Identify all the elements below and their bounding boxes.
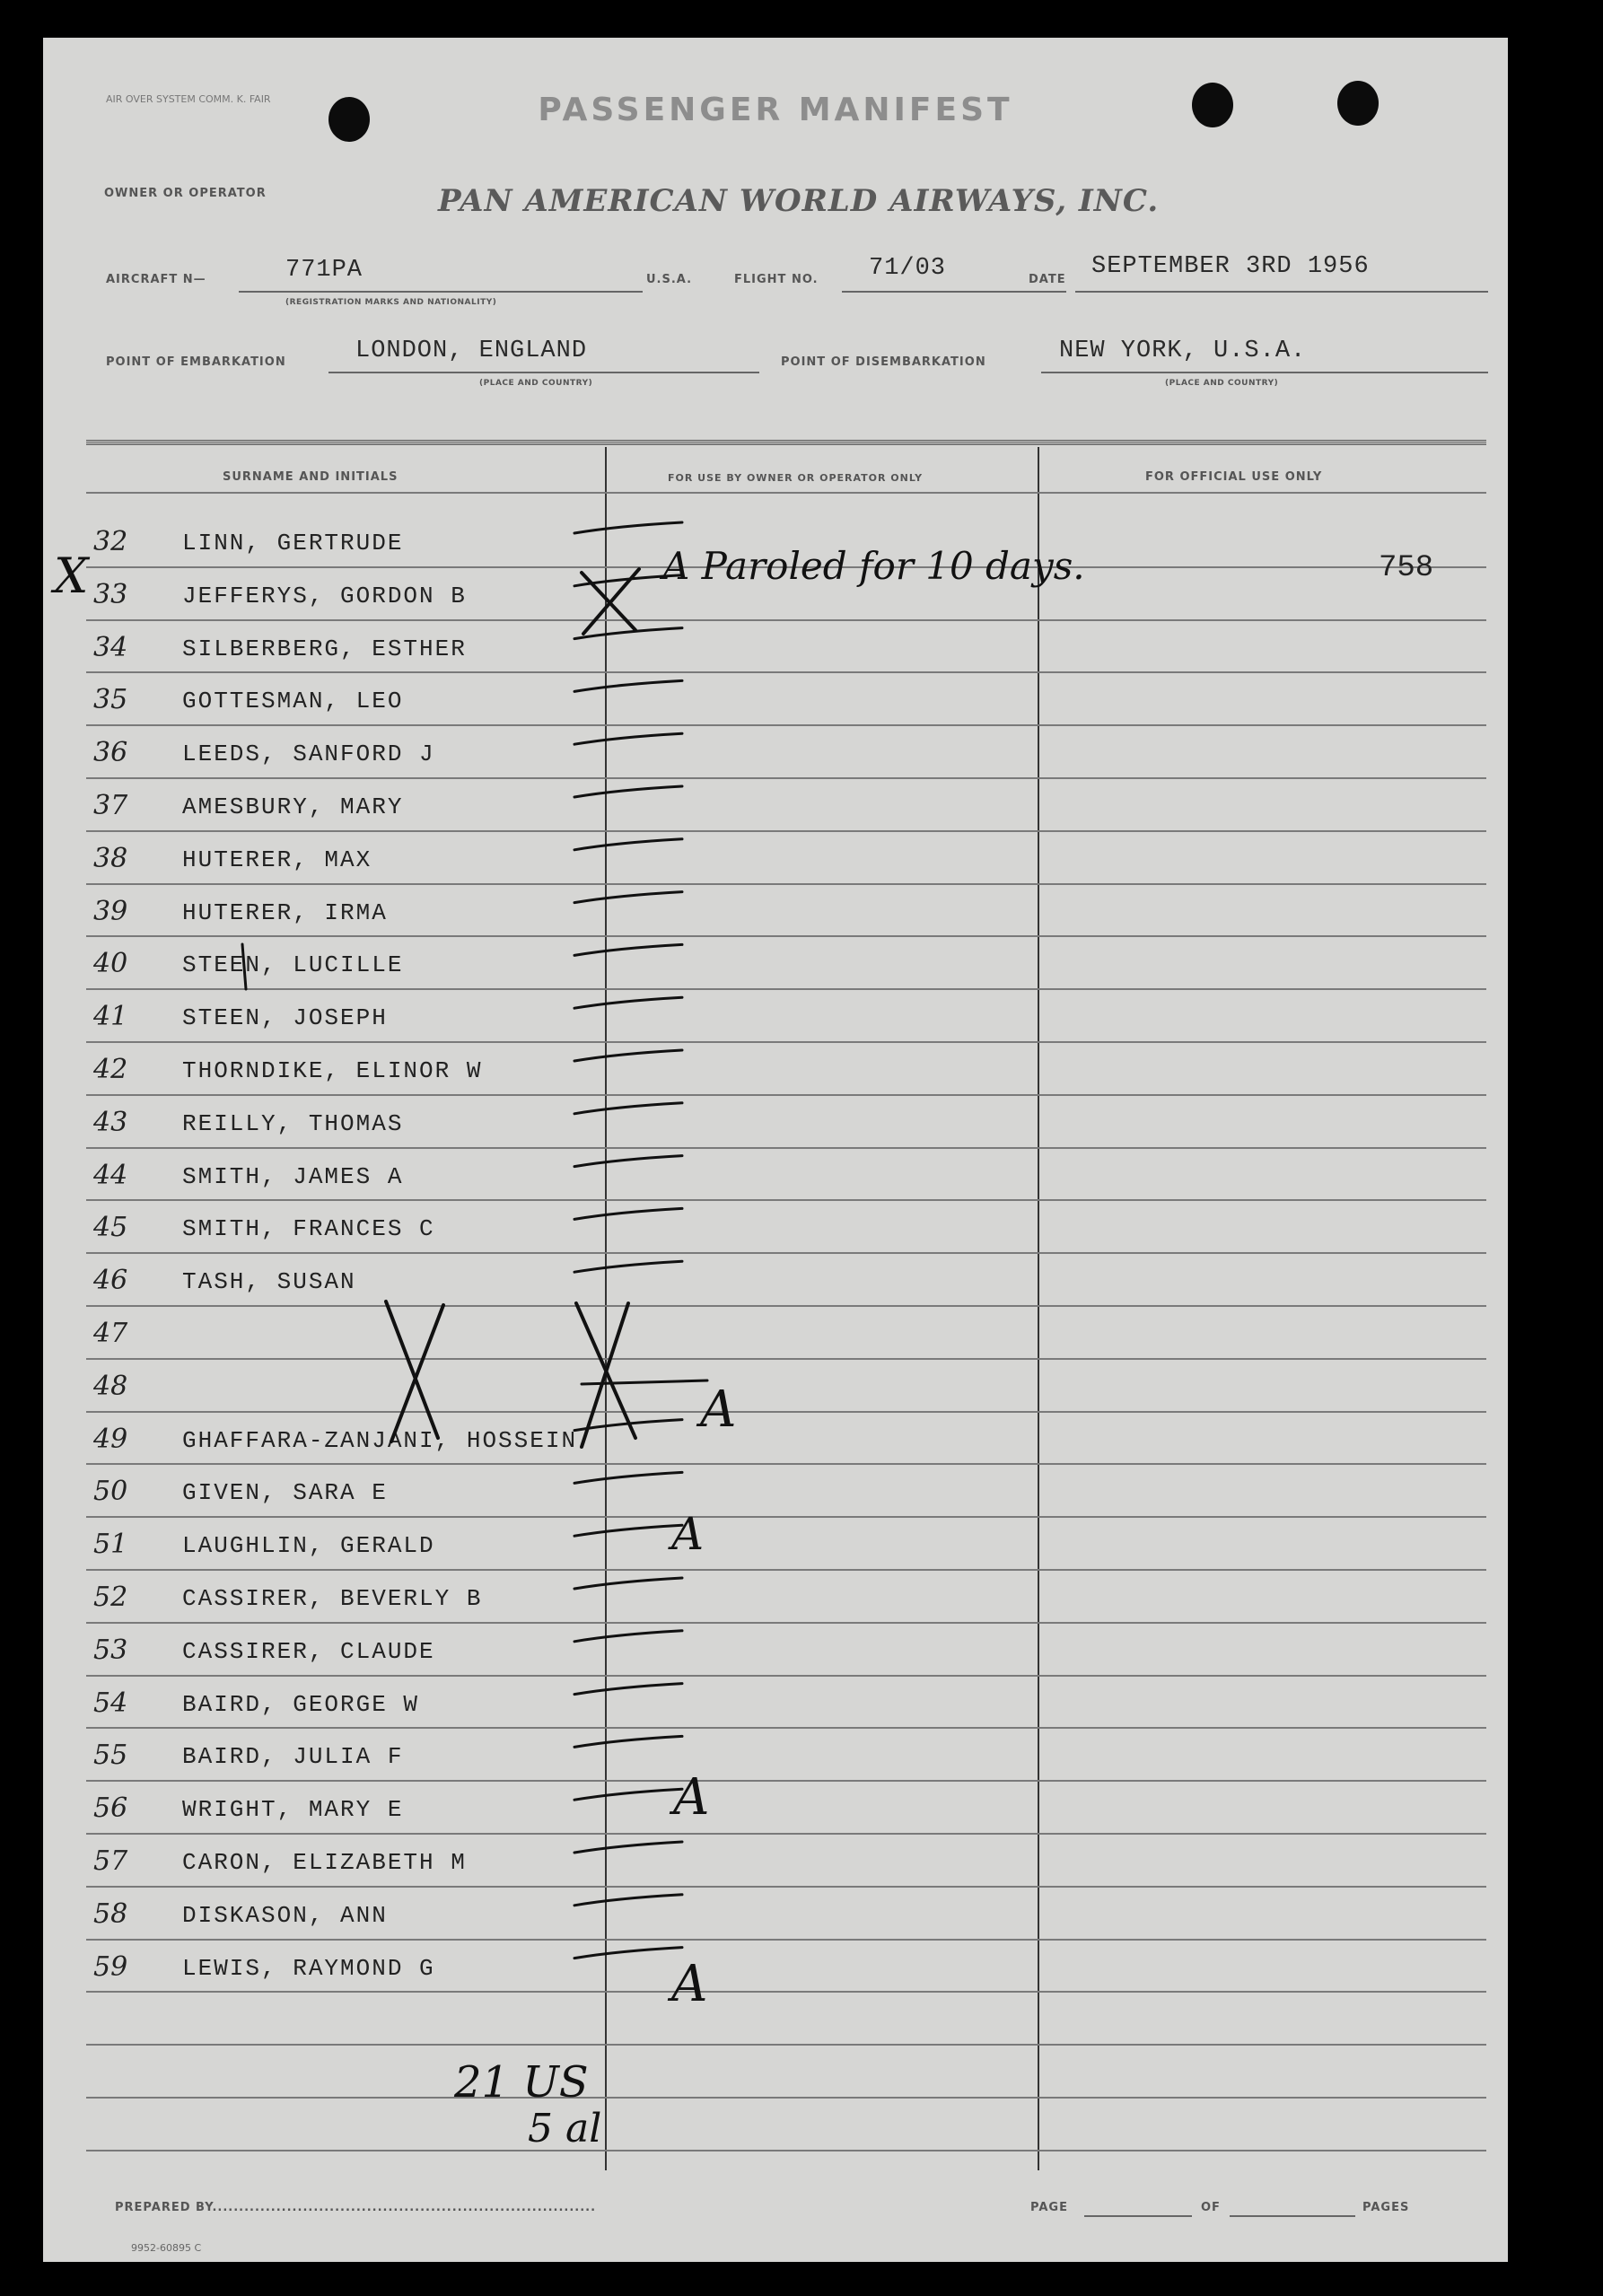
row-number: 51 (93, 1529, 128, 1561)
passenger-name: LAUGHLIN, GERALD (182, 1532, 435, 1560)
flight-value: 71/03 (869, 255, 947, 282)
passenger-name: JEFFERYS, GORDON B (182, 582, 467, 609)
embarkation-label: POINT OF EMBARKATION (106, 355, 286, 369)
a-mark-49: A (700, 1380, 737, 1439)
row-number: 46 (93, 1265, 128, 1297)
aircraft-value: 771PA (285, 257, 364, 284)
row-number: 37 (93, 790, 128, 821)
check-tick (574, 1050, 682, 1061)
check-tick (574, 1684, 682, 1695)
a-mark-59: A (671, 1955, 708, 2013)
check-tick (574, 733, 682, 744)
row-number: 36 (93, 737, 128, 769)
column-header-owner: FOR USE BY OWNER OR OPERATOR ONLY (668, 472, 924, 484)
passenger-name: STEEN, JOSEPH (182, 1004, 388, 1032)
date-value: SEPTEMBER 3RD 1956 (1091, 253, 1370, 280)
check-tick (574, 997, 682, 1008)
check-tick (574, 1895, 682, 1906)
usa-label: U.S.A. (646, 273, 693, 286)
passenger-name: CASSIRER, BEVERLY B (182, 1585, 483, 1612)
check-tick (574, 1578, 682, 1589)
passenger-name: SILBERBERG, ESTHER (182, 635, 467, 662)
passenger-name: HUTERER, IRMA (182, 898, 388, 926)
passenger-name: BAIRD, JULIA F (182, 1743, 404, 1771)
check-tick (574, 839, 682, 850)
row-number: 33 (93, 578, 128, 610)
row-number: 56 (93, 1792, 128, 1825)
row-number: 59 (93, 1950, 128, 1983)
row-number: 39 (93, 895, 128, 927)
check-tick (574, 944, 682, 955)
column-header-surname: SURNAME AND INITIALS (223, 470, 399, 484)
passenger-name: GOTTESMAN, LEO (182, 688, 404, 715)
passenger-name: GHAFFARA-ZANJANI, HOSSEIN (182, 1426, 578, 1454)
tally-line-2: 5 al (528, 2106, 602, 2151)
official-number: 758 (1379, 551, 1434, 585)
row-number: 55 (93, 1740, 128, 1772)
check-tick (574, 522, 682, 533)
passenger-name: REILLY, THOMAS (182, 1109, 404, 1137)
passenger-name: CARON, ELIZABETH M (182, 1849, 467, 1876)
passenger-name: LINN, GERTRUDE (182, 530, 404, 556)
company-name: PAN AMERICAN WORLD AIRWAYS, INC. (438, 183, 1160, 219)
check-tick (574, 1156, 682, 1167)
tally-line-1: 21 US (454, 2057, 589, 2108)
x-mark-stroke (582, 1380, 707, 1384)
aircraft-caption: (REGISTRATION MARKS AND NATIONALITY) (285, 298, 497, 307)
of-line (1230, 2215, 1355, 2217)
check-tick (574, 680, 682, 691)
check-tick (574, 1103, 682, 1114)
check-tick (574, 1525, 682, 1536)
check-tick (574, 1631, 682, 1642)
row-number: 42 (93, 1054, 128, 1085)
form-number: 9952-60895 C (131, 2242, 202, 2254)
row-number: 44 (93, 1159, 128, 1191)
passenger-name: BAIRD, GEORGE W (182, 1690, 420, 1718)
row-number: 43 (93, 1106, 128, 1138)
passenger-name: LEWIS, RAYMOND G (182, 1954, 435, 1982)
x-mark-large (386, 1301, 438, 1438)
disembarkation-caption: (PLACE AND COUNTRY) (1165, 379, 1279, 388)
passenger-name: SMITH, JAMES A (182, 1162, 404, 1190)
row-number: 35 (93, 684, 128, 716)
check-tick (574, 1472, 682, 1483)
check-tick (574, 1208, 682, 1219)
passenger-name: GIVEN, SARA E (182, 1479, 388, 1507)
owner-label: OWNER OR OPERATOR (104, 187, 267, 200)
row-number: 57 (93, 1845, 128, 1877)
x-mark-large (391, 1305, 443, 1442)
row-number: 34 (93, 631, 128, 663)
check-tick (574, 1736, 682, 1747)
row-number: 32 (93, 526, 128, 557)
passenger-name: THORNDIKE, ELINOR W (182, 1057, 483, 1084)
a-mark-56: A (673, 1768, 710, 1827)
x-mark-33: X (54, 548, 89, 604)
corner-stamp: AIR OVER SYSTEM COMM. K. FAIR (106, 93, 271, 105)
check-tick (574, 1948, 682, 1959)
check-tick (574, 628, 682, 639)
prepared-by-label: PREPARED BY........................................................................ (115, 2201, 597, 2214)
manifest-sheet (43, 38, 1508, 2262)
row-number: 45 (93, 1212, 128, 1244)
passenger-name: SMITH, FRANCES C (182, 1215, 435, 1243)
disembarkation-value: NEW YORK, U.S.A. (1059, 337, 1307, 364)
aircraft-label: AIRCRAFT N— (106, 273, 206, 286)
page-label: PAGE (1030, 2201, 1068, 2214)
passenger-name: DISKASON, ANN (182, 1901, 388, 1929)
disembarkation-label: POINT OF DISEMBARKATION (781, 355, 986, 369)
column-header-official: FOR OFFICIAL USE ONLY (1145, 470, 1323, 484)
form-title: PASSENGER MANIFEST (538, 92, 1013, 128)
row-number: 52 (93, 1582, 128, 1613)
passenger-name: STEEN, LUCILLE (182, 951, 404, 979)
row-number: 38 (93, 842, 128, 874)
page-line (1084, 2215, 1192, 2217)
check-tick (574, 892, 682, 903)
flight-label: FLIGHT NO. (734, 273, 819, 286)
passenger-name: TASH, SUSAN (182, 1268, 356, 1296)
check-tick (574, 1842, 682, 1853)
passenger-name: HUTERER, MAX (182, 846, 372, 873)
date-label: DATE (1029, 273, 1066, 286)
row-number: 41 (93, 1001, 128, 1033)
row-number: 48 (93, 1370, 128, 1402)
embarkation-value: LONDON, ENGLAND (355, 337, 588, 364)
a-mark-51: A (671, 1508, 705, 1560)
passenger-name: LEEDS, SANFORD J (182, 741, 435, 768)
passenger-name: AMESBURY, MARY (182, 793, 404, 820)
row-number: 58 (93, 1897, 128, 1930)
check-tick (574, 786, 682, 797)
paroled-note: A Paroled for 10 days. (662, 544, 1085, 588)
check-tick (574, 1261, 682, 1272)
embarkation-caption: (PLACE AND COUNTRY) (479, 379, 593, 388)
passenger-name: CASSIRER, CLAUDE (182, 1637, 435, 1665)
row-number: 54 (93, 1687, 128, 1719)
check-tick (574, 1789, 682, 1800)
row-number: 47 (93, 1318, 128, 1349)
row-number: 53 (93, 1634, 128, 1666)
row-number: 49 (93, 1423, 128, 1455)
handwritten-marks (43, 38, 1508, 2262)
pages-label: PAGES (1362, 2201, 1410, 2214)
of-label: OF (1201, 2201, 1221, 2214)
row-number: 50 (93, 1476, 128, 1508)
slash-40 (242, 944, 246, 989)
passenger-name: WRIGHT, MARY E (182, 1796, 404, 1824)
row-number: 40 (93, 948, 128, 980)
